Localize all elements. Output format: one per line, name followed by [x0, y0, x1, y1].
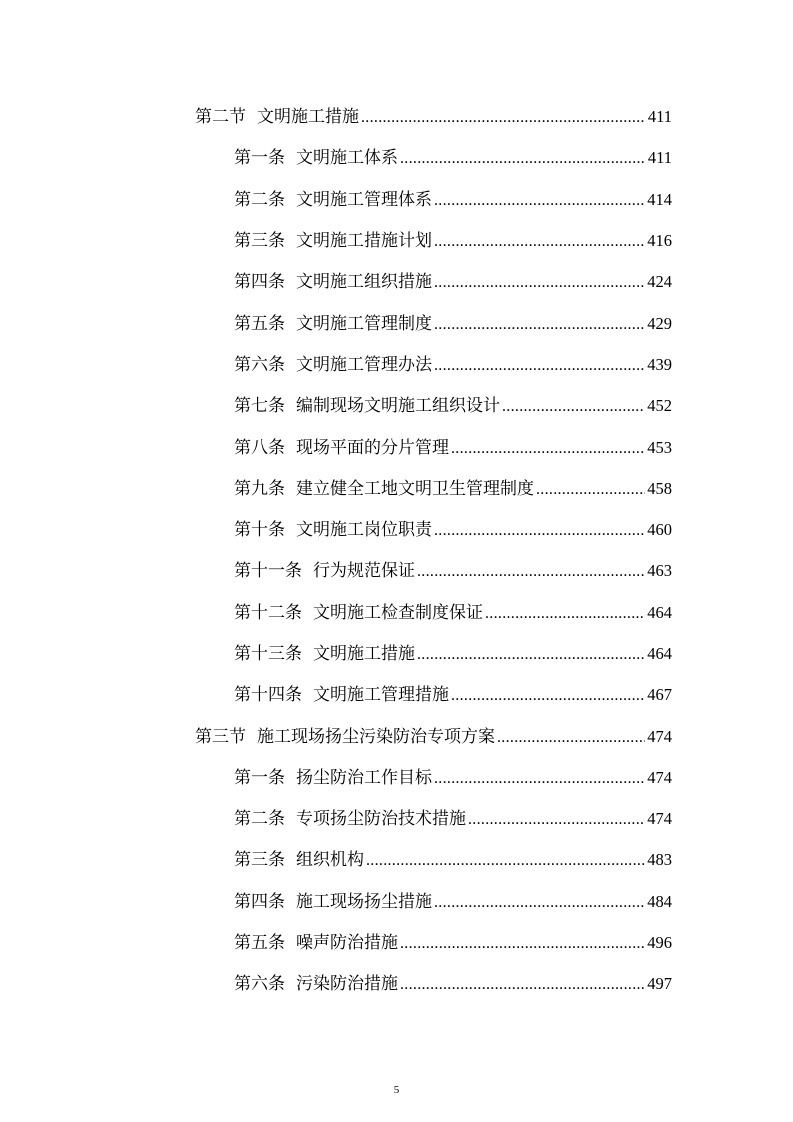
toc-entry-page: 497	[647, 974, 672, 994]
toc-entry[interactable]	[0, 631, 793, 672]
toc-dot-leader	[536, 481, 645, 499]
toc-entry[interactable]	[0, 713, 793, 754]
toc-entry-label: 第二条	[234, 189, 285, 210]
toc-entry-title: 文明施工管理办法	[296, 354, 432, 375]
toc-dot-leader	[434, 192, 645, 210]
toc-entry-label: 第十条	[234, 520, 285, 541]
toc-entry-title: 施工现场扬尘污染防治专项方案	[257, 726, 495, 747]
toc-entry-title: 建立健全工地文明卫生管理制度	[296, 478, 534, 499]
toc-entry-title: 噪声防治措施	[296, 933, 398, 954]
toc-entry[interactable]	[0, 961, 793, 1002]
toc-entry-page: 424	[647, 272, 672, 292]
toc-entry-label: 第三条	[234, 850, 285, 871]
toc-entry-page: 463	[647, 561, 672, 581]
toc-entry[interactable]	[0, 879, 793, 920]
toc-dot-leader	[434, 894, 645, 912]
toc-dot-leader	[434, 522, 645, 540]
toc-entry-page: 474	[647, 726, 672, 746]
toc-entry-label: 第十二条	[234, 602, 302, 623]
toc-dot-leader	[434, 357, 645, 375]
toc-entry-label: 第十四条	[234, 685, 302, 706]
toc-entry-label: 第八条	[234, 437, 285, 458]
toc-entry-page: 464	[647, 602, 672, 622]
toc-entry-title: 文明施工措施	[257, 107, 359, 128]
toc-entry-page: 458	[647, 478, 672, 498]
toc-entry-page: 467	[647, 685, 672, 705]
toc-entry-title: 文明施工岗位职责	[296, 520, 432, 541]
toc-entry-title: 扬尘防治工作目标	[296, 767, 432, 788]
toc-dot-leader	[485, 605, 645, 623]
toc-entry[interactable]	[0, 300, 793, 341]
toc-entry-title: 文明施工措施	[313, 644, 415, 664]
toc-entry-page: 474	[647, 767, 672, 787]
toc-entry-label: 第四条	[234, 891, 285, 912]
toc-dot-leader	[497, 729, 645, 747]
toc-entry-label: 第二条	[234, 809, 285, 830]
toc-entry-title: 专项扬尘防治技术措施	[296, 809, 466, 830]
toc-entry-label: 第三节	[195, 726, 246, 747]
toc-entry[interactable]	[0, 218, 793, 259]
toc-entry-page: 439	[647, 354, 672, 374]
toc-entry-title: 文明施工组织措施	[296, 272, 432, 293]
toc-dot-leader	[434, 274, 645, 292]
toc-entry-page: 452	[647, 396, 672, 416]
toc-entry-title: 行为规范保证	[313, 561, 415, 582]
toc-entry[interactable]	[0, 837, 793, 878]
toc-entry-title: 污染防治措施	[296, 974, 398, 995]
toc-entry-label: 第九条	[234, 478, 285, 499]
toc-entry[interactable]	[0, 342, 793, 383]
toc-entry[interactable]	[0, 920, 793, 961]
toc-dot-leader	[366, 852, 645, 870]
toc-entry[interactable]	[0, 135, 793, 176]
toc-entry-label: 第一条	[234, 148, 285, 169]
toc-entry-page: 411	[647, 107, 672, 127]
toc-entry-page: 484	[647, 891, 672, 911]
toc-entry-label: 第二节	[195, 107, 246, 128]
toc-entry-label: 第六条	[234, 974, 285, 995]
toc-entry[interactable]	[0, 548, 793, 589]
toc-entry-label: 第十三条	[234, 644, 302, 664]
toc-entry-title: 编制现场文明施工组织设计	[296, 396, 500, 417]
toc-entry-label: 第七条	[234, 396, 285, 417]
toc-dot-leader	[468, 811, 645, 829]
toc-entry[interactable]	[0, 796, 793, 837]
toc-entry-title: 文明施工检查制度保证	[313, 602, 483, 623]
toc-entry-page: 416	[647, 231, 672, 251]
table-of-contents	[0, 94, 793, 1003]
toc-entry[interactable]	[0, 94, 793, 135]
toc-entry-page: 483	[647, 850, 672, 870]
page-number: 5	[393, 1084, 400, 1096]
toc-entry-title: 组织机构	[296, 850, 364, 871]
toc-entry-title: 施工现场扬尘措施	[296, 891, 432, 912]
toc-entry-page: 464	[647, 644, 672, 663]
toc-dot-leader	[434, 233, 645, 251]
toc-entry-title: 现场平面的分片管理	[296, 437, 449, 458]
toc-entry-page: 414	[647, 189, 672, 209]
toc-entry[interactable]	[0, 424, 793, 465]
toc-entry-page: 460	[647, 520, 672, 540]
toc-dot-leader	[417, 646, 645, 664]
toc-dot-leader	[434, 316, 645, 334]
toc-dot-leader	[502, 398, 645, 416]
toc-entry-title: 文明施工措施计划	[296, 231, 432, 252]
toc-entry-title: 文明施工管理措施	[313, 685, 449, 706]
toc-entry-label: 第十一条	[234, 561, 302, 582]
toc-entry[interactable]	[0, 507, 793, 548]
toc-entry[interactable]	[0, 672, 793, 713]
toc-entry-label: 第五条	[234, 313, 285, 334]
toc-entry[interactable]	[0, 466, 793, 507]
toc-entry[interactable]	[0, 177, 793, 218]
toc-dot-leader	[400, 150, 646, 168]
toc-entry-title: 文明施工体系	[296, 148, 398, 169]
toc-dot-leader	[417, 563, 645, 581]
toc-entry-page: 474	[647, 809, 672, 829]
toc-entry-page: 411	[647, 148, 672, 168]
toc-entry-page: 496	[647, 933, 672, 953]
toc-entry-label: 第一条	[234, 767, 285, 788]
toc-entry-title: 文明施工管理体系	[296, 189, 432, 210]
toc-entry[interactable]	[0, 755, 793, 796]
toc-dot-leader	[451, 440, 645, 458]
toc-entry[interactable]	[0, 383, 793, 424]
toc-entry-title: 文明施工管理制度	[296, 313, 432, 334]
toc-entry-page: 453	[647, 437, 672, 457]
toc-dot-leader	[400, 976, 645, 994]
toc-entry-label: 第三条	[234, 231, 285, 252]
toc-entry-label: 第六条	[234, 354, 285, 375]
toc-dot-leader	[361, 109, 646, 127]
toc-dot-leader	[400, 935, 645, 953]
toc-entry-label: 第五条	[234, 933, 285, 954]
toc-entry-page: 429	[647, 313, 672, 333]
toc-dot-leader	[434, 770, 645, 788]
toc-dot-leader	[451, 687, 645, 705]
toc-entry[interactable]	[0, 259, 793, 300]
toc-entry-label: 第四条	[234, 272, 285, 293]
toc-entry[interactable]	[0, 590, 793, 631]
